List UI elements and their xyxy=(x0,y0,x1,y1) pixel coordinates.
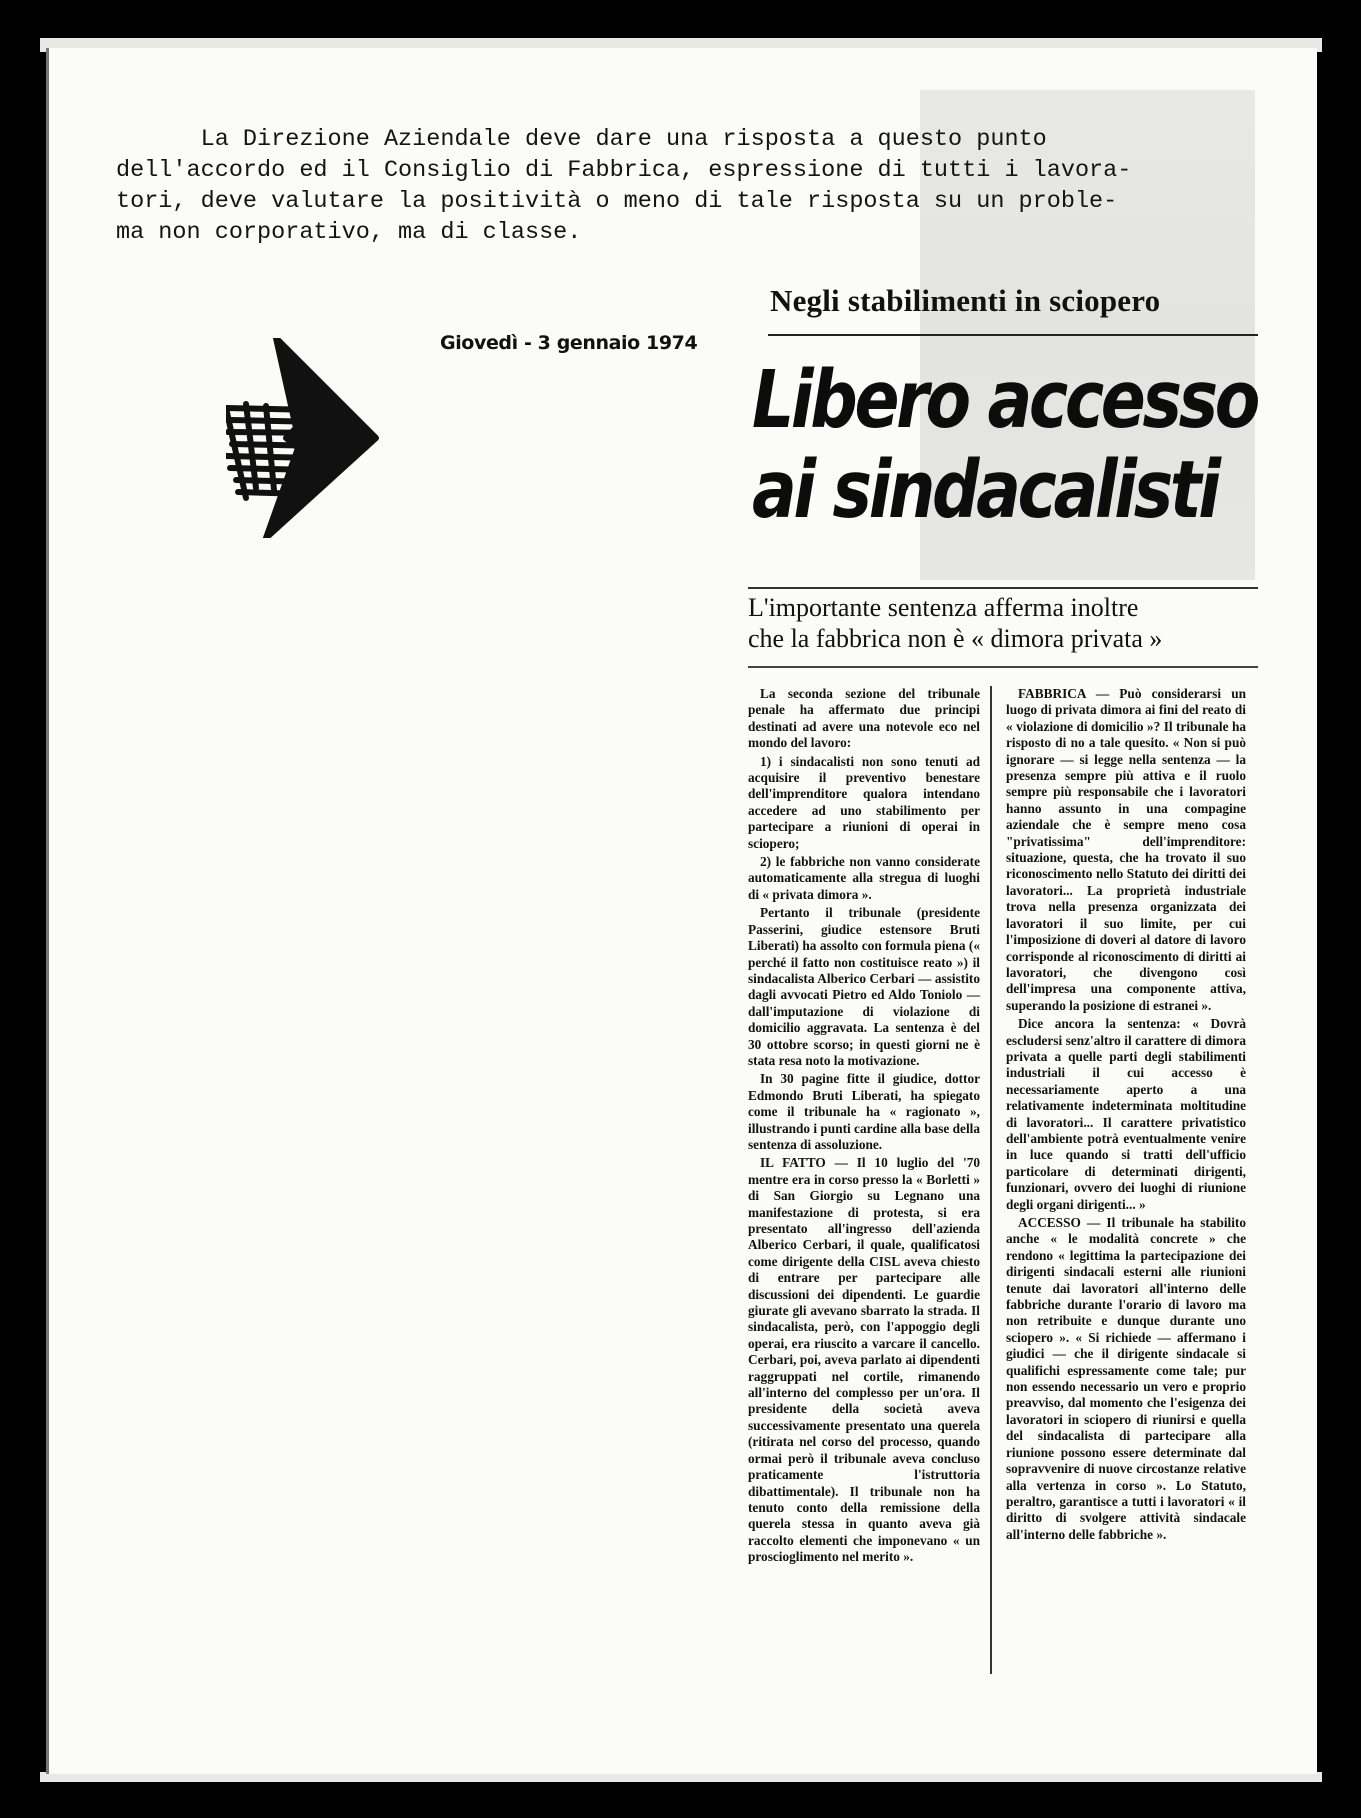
hand-drawn-arrow-icon xyxy=(226,338,386,538)
paragraph: IL FATTO — Il 10 luglio del '70 mentre era in corso presso la « Borletti » di San Giorgio su Legnano una manifestazione di protesta, si era presentato all'ingresso dell'azienda Alberico Cerbari, il quale, qualificatosi come dirigente della CISL aveva chiesto di entrare per partecipare alle discussioni dei dipendenti. Le guardie giurate gli avevano sbarrato la strada. Il sindacalista, però, con l'appoggio degli operai, era riuscito a varcare il cancello. Cerbari, poi, aveva parlato ai dipendenti raggruppati nel cortile, rimanendo all'interno del complesso per un'ora. Il presidente della società aveva successivamente presentato una querela (ritirata nel corso del processo, quando ormai però il tribunale aveva concluso praticamente l'istruttoria dibattimentale). Il tribunale non ha tenuto conto della remissione della querela stessa in quanto aveva già raccolto elementi che imponevano « un proscioglimento nel merito ». xyxy=(748,1155,980,1565)
headline-rule xyxy=(748,587,1258,589)
kicker-underline xyxy=(768,334,1258,336)
subhead-line: L'importante sentenza afferma inoltre xyxy=(748,593,1139,622)
subhead-rule xyxy=(748,666,1258,668)
paragraph: ACCESSO — Il tribunale ha stabilito anche « le modalità concrete » che rendono « legittima la partecipazione dei dirigenti sindacali esterni alle riunioni tenute dai lavoratori all'interno delle fabbriche durante l'orario di lavoro ma non retribuite e dunque durante uno sciopero ». « Si richiede — affermano i giudici — che il dirigente sindacale si qualifichi espressamente come tale; pur non essendo necessario un vero e proprio preavviso, dal momento che l'esigenza dei lavoratori in sciopero di riunirsi e quella del sindacalista di partecipare alla riunione possono essere determinate dal sopravvenire di nuove circostanze relative alla vertenza in corso ». Lo Statuto, peraltro, garantisce a tutti i lavoratori « il diritto di svolgere attività sindacale all'interno delle fabbriche ». xyxy=(1006,1215,1246,1542)
paragraph: Dice ancora la sentenza: « Dovrà escludersi senz'altro il carattere di dimora privata a quelle parti degli stabilimenti industriali il cui accesso è necessariamente aperto a una relativamente indeterminata moltitudine di lavoratori... Il carattere privatistico dell'ambiente potrà eventualmente venire in luce quando si tratti dell'ufficio particolare di determinati dirigenti, funzionari, ovvero dei luoghi di riunione degli organi dirigenti... » xyxy=(1006,1016,1246,1212)
typewritten-paragraph xyxy=(116,124,1276,248)
subhead-line: che la fabbrica non è « dimora privata » xyxy=(748,624,1163,653)
article-column-left xyxy=(748,686,980,1568)
article-headline xyxy=(752,354,1257,536)
paragraph: Pertanto il tribunale (presidente Passerini, giudice estensore Bruti Liberati) ha assolto con formula piena (« perché il fatto non costituisce reato ») il sindacalista Alberico Cerbari — assistito dagli avvocati Pietro ed Aldo Toniolo — dall'imputazione di violazione di domicilio aggravata. La sentenza è del 30 ottobre scorso; in questi giorni ne è stata resa noto la motivazione. xyxy=(748,905,980,1068)
paragraph: FABBRICA — Può considerarsi un luogo di privata dimora ai fini del reato di « violazione di domicilio »? Il tribunale ha risposto di no a tale quesito. « Non si può ignorare — si legge nella sentenza — la presenza sempre più attiva e il ruolo sempre più responsabile che i lavoratori hanno assunto in una compagine aziendale che è sempre meno cosa "privatissima" dell'imprenditore: situazione, questa, che ha trovato il suo riconoscimento nello Statuto dei diritti dei lavoratori... La proprietà industriale trova nella presenza organizzata dei lavoratori il suo limite, per cui l'imposizione di doveri al datore di lavoro corrisponde al riconoscimento di diritti ai lavoratori, che divengono così dell'impresa una componente attiva, superando la posizione di estranei ». xyxy=(1006,686,1246,1013)
paragraph: La seconda sezione del tribunale penale ha affermato due principi destinati ad avere una notevole eco nel mondo del lavoro: xyxy=(748,686,980,751)
paragraph: In 30 pagine fitte il giudice, dottor Edmondo Bruti Liberati, ha spiegato come il tribunale ha « ragionato », illustrando i punti cardine alla base della sentenza di assoluzione. xyxy=(748,1071,980,1152)
column-divider xyxy=(990,686,992,1674)
article-date: Giovedì - 3 gennaio 1974 xyxy=(440,332,698,354)
article-kicker: Negli stabilimenti in sciopero xyxy=(770,283,1161,318)
article-column-right xyxy=(1006,686,1246,1545)
headline-line: Libero accesso xyxy=(752,354,1257,446)
paragraph: 2) le fabbriche non vanno considerate automaticamente alla stregua di luoghi di « privata dimora ». xyxy=(748,854,980,902)
headline-line: ai sindacalisti xyxy=(752,444,1218,536)
paragraph: 1) i sindacalisti non sono tenuti ad acquisire il preventivo benestare dell'imprenditore qualora intendano accedere ad uno stabilimento per partecipare a riunioni di operai in sciopero; xyxy=(748,753,980,851)
typed-line: dell'accordo ed il Consiglio di Fabbrica, espressione di tutti i lavora- xyxy=(116,157,1132,184)
typed-line: tori, deve valutare la positività o meno di tale risposta su un proble- xyxy=(116,188,1118,215)
typed-line: La Direzione Aziendale deve dare una risposta a questo punto xyxy=(116,126,1047,153)
typed-line: ma non corporativo, ma di classe. xyxy=(116,219,582,246)
article-subhead xyxy=(748,592,1268,654)
